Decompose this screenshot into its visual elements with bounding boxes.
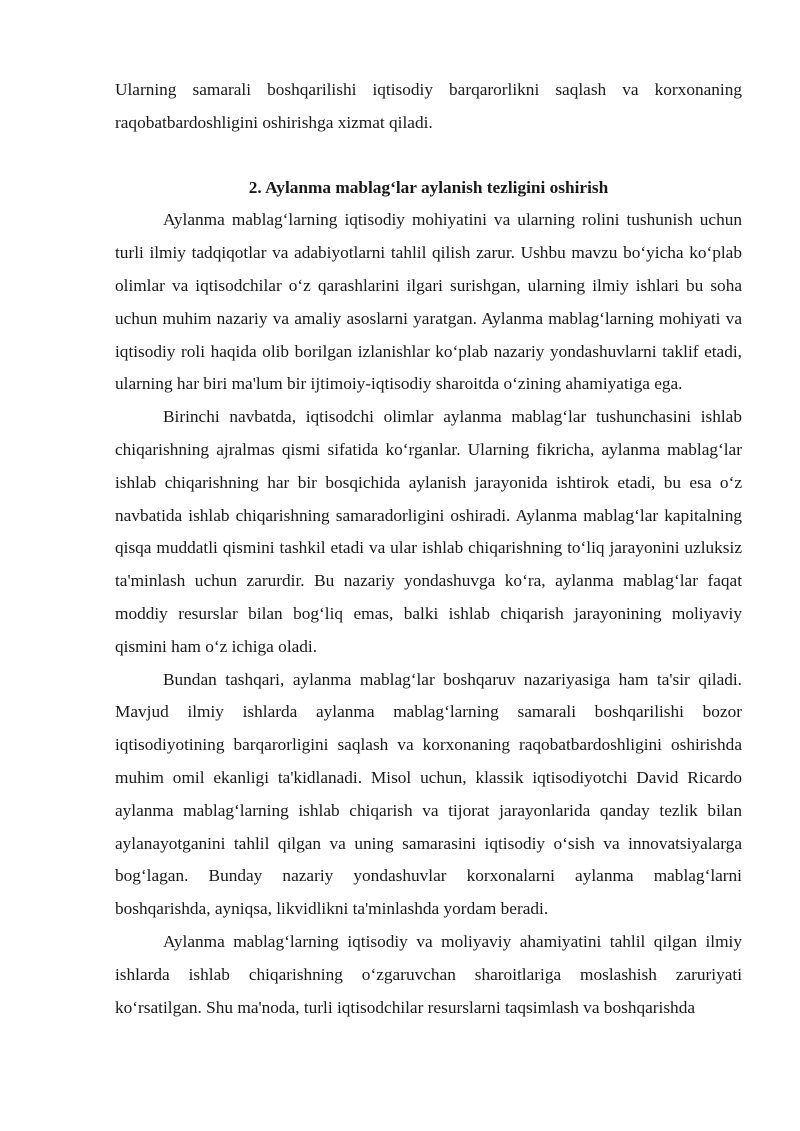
body-paragraph-1: Aylanma mablag‘larning iqtisodiy mohiyatini va ularning rolini tushunish uchun turli ilmiy tadqiqotlar va adabiyotlarni tahlil qilish zarur. Ushbu mavzu bo‘yicha ko‘plab olimlar va iqtisodchilar o‘z qarashlarini ilgari surishgan, ularning ilmiy ishlari bu soha uchun muhim nazariy va amaliy asoslarni yaratgan. Aylanma mablag‘larning mohiyati va iqtisodiy roli haqida olib borilgan izlanishlar ko‘plab nazariy yondashuvlarni taklif etadi, ularning har biri ma'lum bir ijtimoiy-iqtisodiy sharoitda o‘zining ahamiyatiga ega.	[115, 210, 742, 394]
body-paragraph-4: Aylanma mablag‘larning iqtisodiy va moliyaviy ahamiyatini tahlil qilgan ilmiy ishlarda ishlab chiqarishning o‘zgaruvchan sharoitlariga moslashish zaruriyati ko‘rsatilgan. Shu ma'noda, turli iqtisodchilar resurslarni taqsimlash va boshqarishda	[115, 931, 742, 1017]
body-paragraph-2: Birinchi navbatda, iqtisodchi olimlar aylanma mablag‘lar tushunchasini ishlab chiqarishning ajralmas qismi sifatida ko‘rganlar. Ularning fikricha, aylanma mablag‘lar ishlab chiqarishning har bir bosqichida aylanish jarayonida ishtirok etadi, bu esa o‘z navbatida ishlab chiqarishning samaradorligini oshiradi. Aylanma mablag‘lar kapitalning qisqa muddatli qismini tashkil etadi va ular ishlab chiqarishning to‘liq jarayonini uzluksiz ta'minlash uchun zarurdir. Bu nazariy yondashuvga ko‘ra, aylanma mablag‘lar faqat moddiy resurslar bilan bog‘liq emas, balki ishlab chiqarish jarayonining moliyaviy qismini ham o‘z ichiga oladi.	[115, 407, 742, 656]
body-paragraph-3: Bundan tashqari, aylanma mablag‘lar boshqaruv nazariyasiga ham ta'sir qiladi. Mavjud ilmiy ishlarda aylanma mablag‘larning samarali boshqarilishi bozor iqtisodiyotining barqarorligini saqlash va korxonaning raqobatbardoshligini oshirishda muhim omil ekanligi ta'kidlanadi. Misol uchun, klassik iqtisodiyotchi David Ricardo aylanma mablag‘larning ishlab chiqarish va tijorat jarayonlarida qanday tezlik bilan aylanayotganini tahlil qilgan va uning samarasini iqtisodiy o‘sish va innovatsiyalarga bog‘lagan. Bunday nazariy yondashuvlar korxonalarni aylanma mablag‘larni boshqarishda, ayniqsa, likvidlikni ta'minlashda yordam beradi.	[115, 669, 742, 919]
document-page	[115, 74, 742, 1024]
intro-paragraph: Ularning samarali boshqarilishi iqtisodiy barqarorlikni saqlash va korxonaning raqobatbardoshligini oshirishga xizmat qiladi.	[115, 80, 742, 132]
section-heading: 2. Aylanma mablag‘lar aylanish tezligini oshirish	[248, 177, 609, 197]
